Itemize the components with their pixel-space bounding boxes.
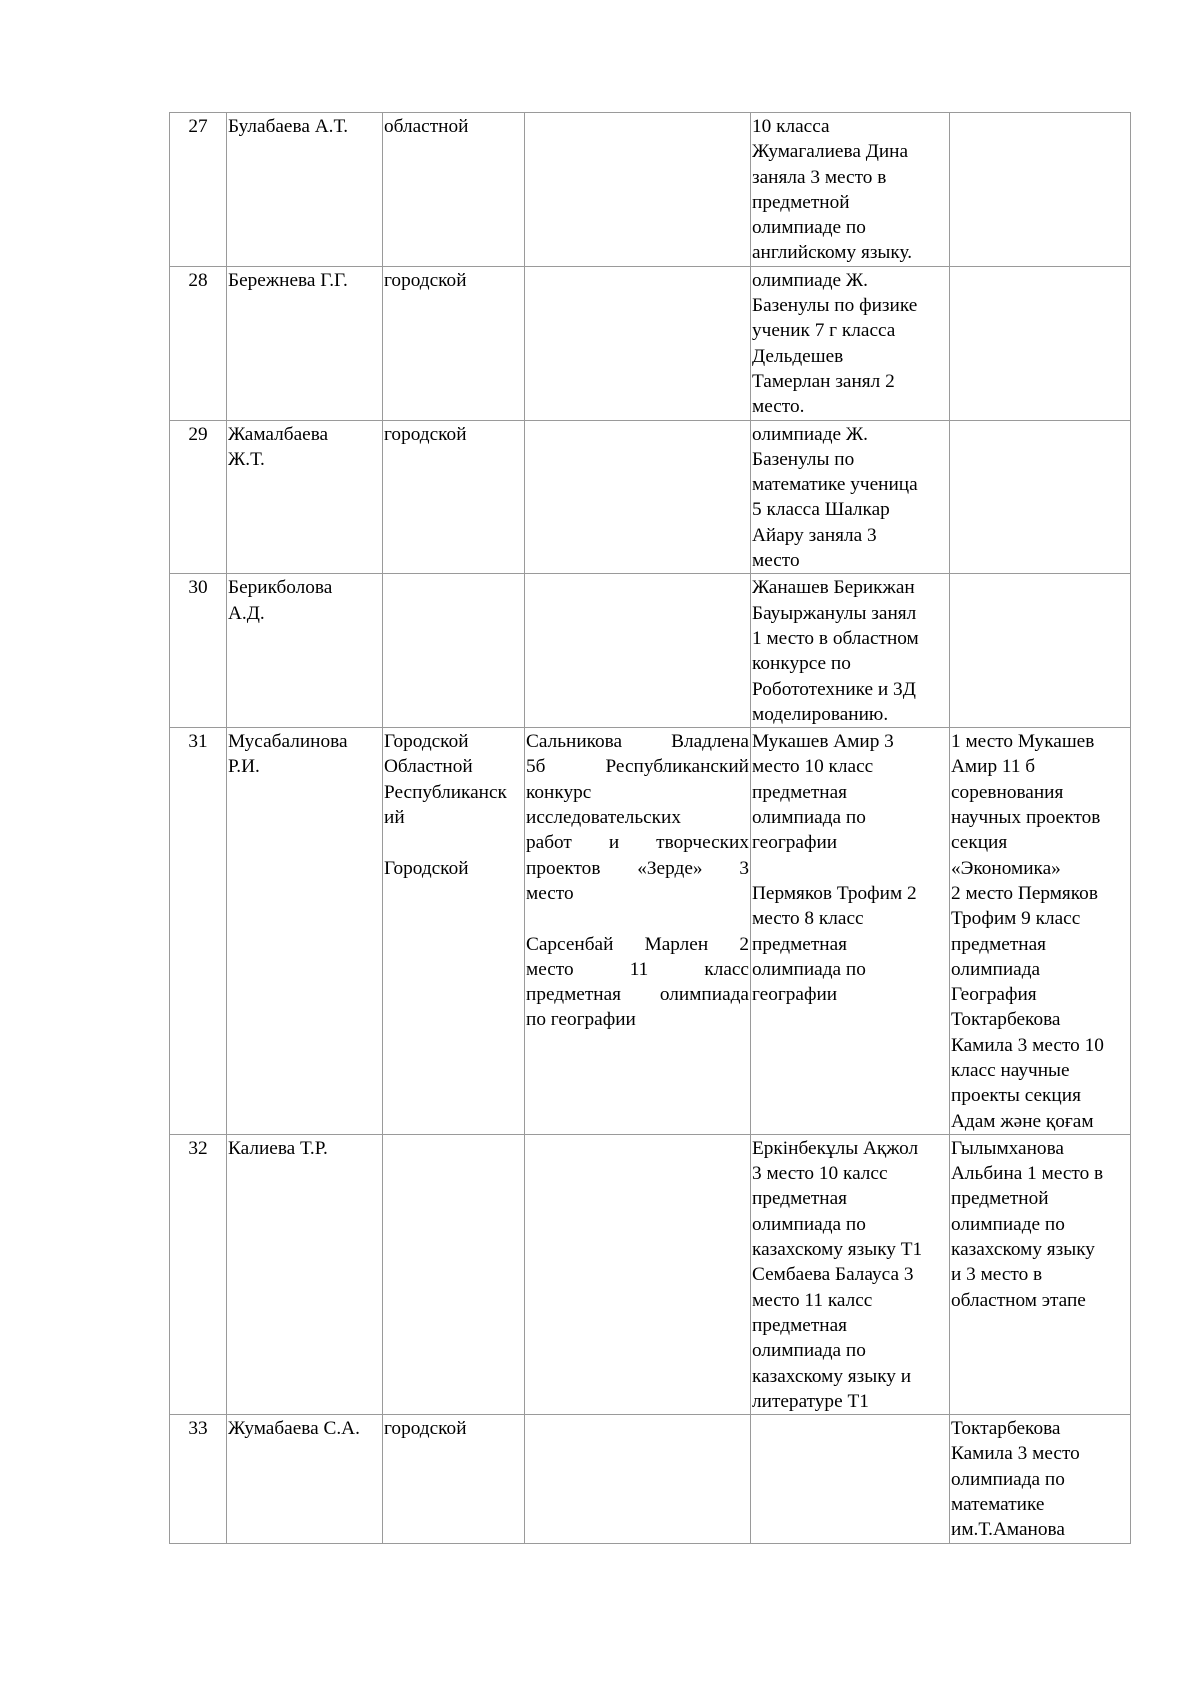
table-row — [170, 574, 1131, 728]
extra-results-cell — [950, 574, 1131, 728]
extra-results-cell: 1 место Мукашев Амир 11 б соревнования научных проектов секция «Экономика» 2 место Пермяков Трофим 9 класс предметная олимпиада География Токтарбекова Камила 3 место 10 класс научные проекты секция Адам және қоғам — [950, 728, 1131, 1135]
teacher-name-cell: Берикболова А.Д. — [227, 574, 383, 728]
achievements-cell: Сальникова Владлена 5б Республиканский конкурс исследовательских работ и творческих проектов «Зерде» 3 место Сарсенбай Марлен 2 место 11 класс предметная олимпиада по географии — [525, 728, 751, 1135]
table-row — [170, 420, 1131, 574]
extra-results-cell: Гылымханова Альбина 1 место в предметной олимпиаде по казахскому языку и 3 место в областном этапе — [950, 1134, 1131, 1414]
level-cell: Городской Областной Республиканск ий Городской — [383, 728, 525, 1135]
row-number: 33 — [170, 1415, 227, 1543]
row-number: 30 — [170, 574, 227, 728]
row-number: 27 — [170, 113, 227, 267]
table-row — [170, 728, 1131, 1135]
level-cell: городской — [383, 1415, 525, 1543]
level-cell: городской — [383, 420, 525, 574]
level-cell — [383, 574, 525, 728]
results-cell: Жанашев Берикжан Бауыржанулы занял 1 место в областном конкурсе по Робототехнике и 3Д моделированию. — [751, 574, 950, 728]
teacher-name-cell: Жумабаева С.А. — [227, 1415, 383, 1543]
achievements-cell — [525, 574, 751, 728]
achievements-cell — [525, 1134, 751, 1414]
teacher-name-cell: Мусабалинова Р.И. — [227, 728, 383, 1135]
table-row — [170, 1134, 1131, 1414]
row-number: 28 — [170, 266, 227, 420]
teacher-name-cell: Жамалбаева Ж.Т. — [227, 420, 383, 574]
teacher-name-cell: Бережнева Г.Г. — [227, 266, 383, 420]
achievements-cell — [525, 266, 751, 420]
results-table — [169, 112, 1131, 1544]
table-row — [170, 113, 1131, 267]
results-cell: олимпиаде Ж. Базенулы по математике ученица 5 класса Шалкар Айару заняла 3 место — [751, 420, 950, 574]
table-row — [170, 266, 1131, 420]
extra-results-cell — [950, 420, 1131, 574]
teacher-name-cell: Булабаева А.Т. — [227, 113, 383, 267]
row-number: 29 — [170, 420, 227, 574]
row-number: 31 — [170, 728, 227, 1135]
achievements-cell — [525, 1415, 751, 1543]
extra-results-cell — [950, 266, 1131, 420]
results-cell — [751, 1415, 950, 1543]
teacher-name-cell: Калиева Т.Р. — [227, 1134, 383, 1414]
results-cell: 10 класса Жумагалиева Дина заняла 3 место в предметной олимпиаде по английскому языку. — [751, 113, 950, 267]
extra-results-cell: Токтарбекова Камила 3 место олимпиада по математике им.Т.Аманова — [950, 1415, 1131, 1543]
extra-results-cell — [950, 113, 1131, 267]
level-cell: городской — [383, 266, 525, 420]
level-cell — [383, 1134, 525, 1414]
achievements-cell — [525, 420, 751, 574]
row-number: 32 — [170, 1134, 227, 1414]
level-cell: областной — [383, 113, 525, 267]
results-cell: Мукашев Амир 3 место 10 класс предметная олимпиада по географии Пермяков Трофим 2 место 8 класс предметная олимпиада по географии — [751, 728, 950, 1135]
results-cell: Еркінбекұлы Ақжол 3 место 10 калсс предметная олимпиада по казахскому языку Т1 Сембаева Балауса 3 место 11 калсс предметная олимпиада по казахскому языку и литературе Т1 — [751, 1134, 950, 1414]
results-cell: олимпиаде Ж. Базенулы по физике ученик 7 г класса Дельдешев Тамерлан занял 2 место. — [751, 266, 950, 420]
table-row — [170, 1415, 1131, 1543]
achievements-cell — [525, 113, 751, 267]
